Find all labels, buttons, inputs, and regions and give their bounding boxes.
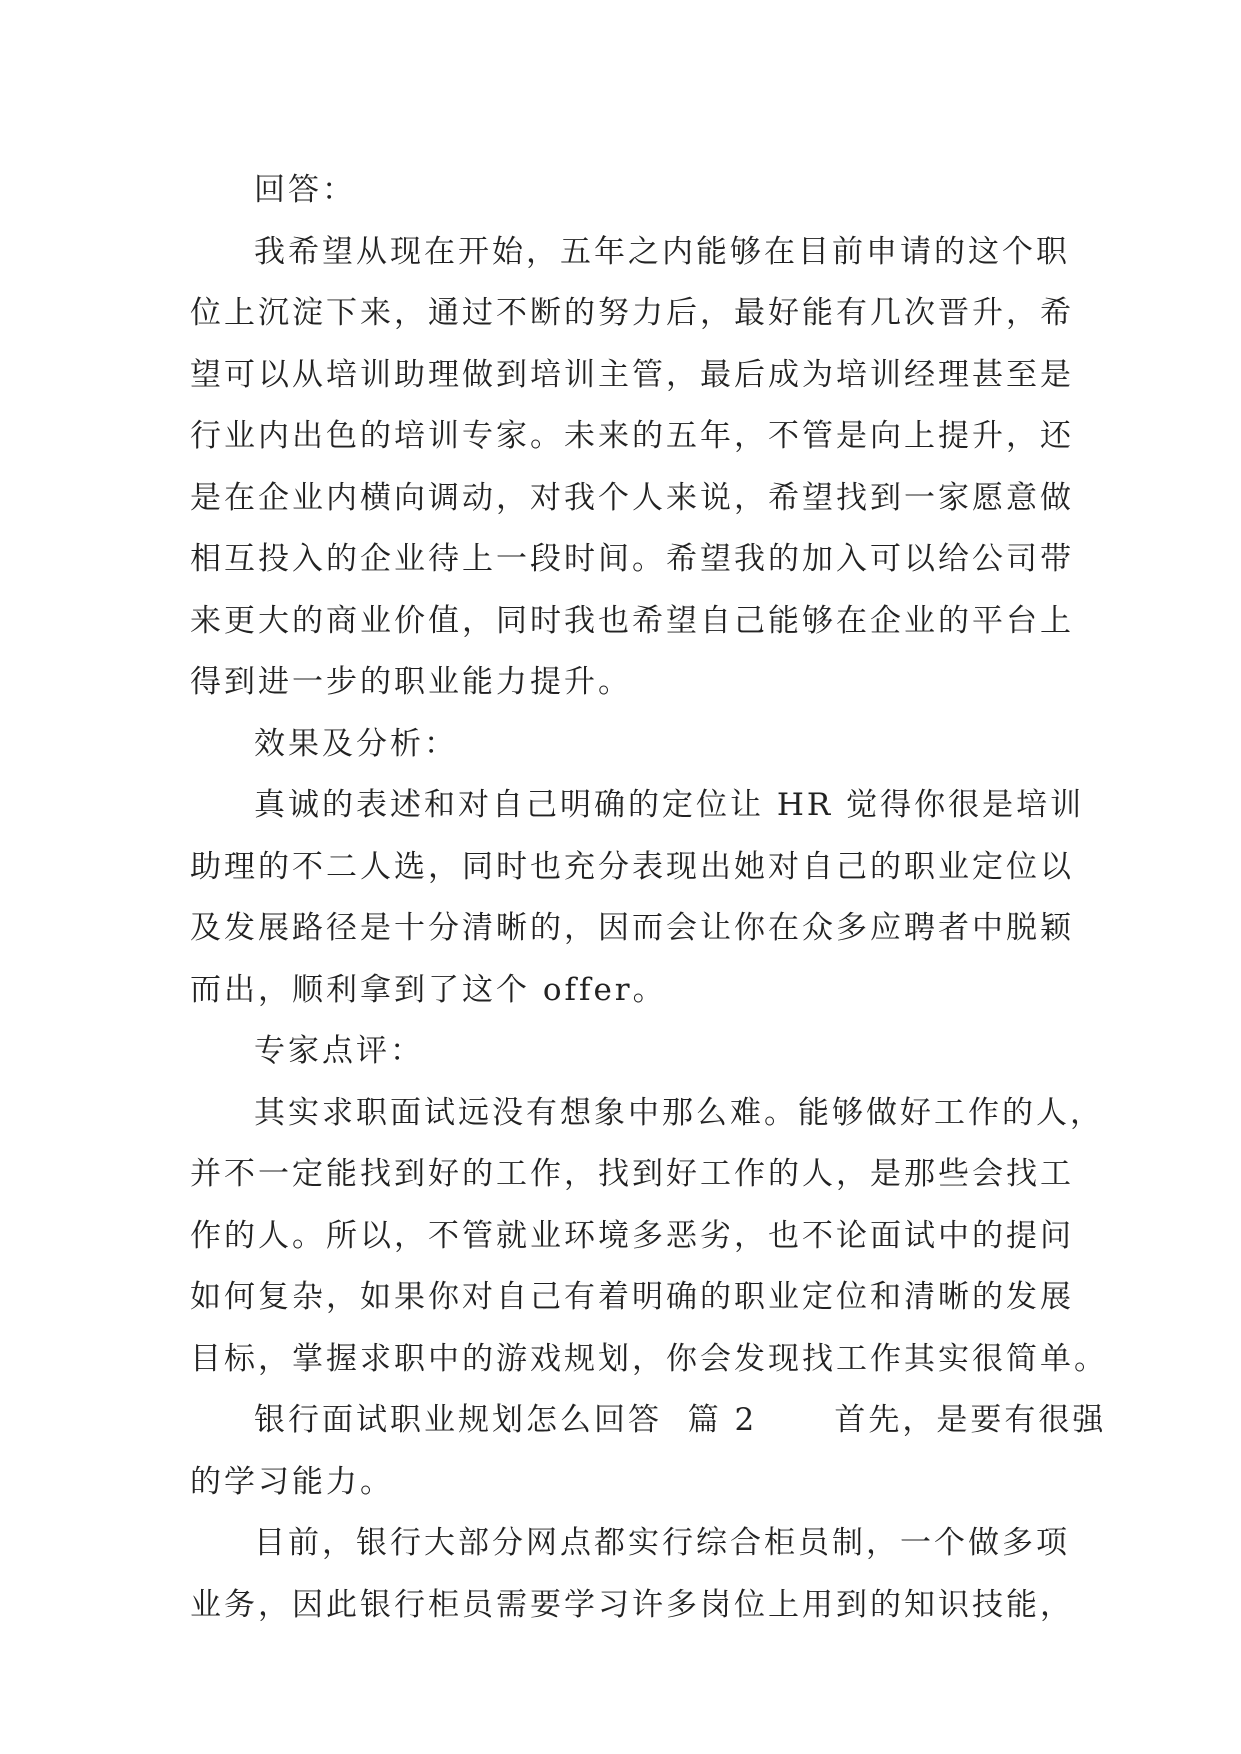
answer-heading: 回答： [254,172,356,208]
expert-review-line: 作的人。所以，不管就业环境多恶劣，也不论面试中的提问 [190,1217,1074,1254]
analysis-line: 而出，顺利拿到了这个 offer。 [190,971,667,1008]
answer-line: 位上沉淀下来，通过不断的努力后，最好能有几次晋升，希 [190,295,1074,331]
expert-review-line: 如何复杂，如果你对自己有着明确的职业定位和清晰的发展 [190,1279,1074,1315]
section-2-line: 银行面试职业规划怎么回答 篇 2 首先，是要有很强 [254,1402,1107,1438]
answer-line: 是在企业内横向调动，对我个人来说，希望找到一家愿意做 [190,479,1074,516]
answer-line: 望可以从培训助理做到培训主管，最后成为培训经理甚至是 [190,356,1074,393]
analysis-line: 助理的不二人选，同时也充分表现出她对自己的职业定位以 [190,848,1074,885]
analysis-line: 及发展路径是十分清晰的，因而会让你在众多应聘者中脱颖 [190,910,1074,946]
section-2-line: 的学习能力。 [190,1463,394,1500]
answer-line: 行业内出色的培训专家。未来的五年，不管是向上提升，还 [190,418,1074,454]
bank-teller-line: 业务，因此银行柜员需要学习许多岗位上用到的知识技能， [190,1586,1074,1623]
bank-teller-line: 目前，银行大部分网点都实行综合柜员制，一个做多项 [254,1525,1070,1561]
answer-line: 相互投入的企业待上一段时间。希望我的加入可以给公司带 [190,541,1074,577]
answer-line: 来更大的商业价值，同时我也希望自己能够在企业的平台上 [190,602,1074,639]
analysis-heading: 效果及分析： [254,725,458,762]
expert-review-line: 目标，掌握求职中的游戏规划，你会发现找工作其实很简单。 [190,1340,1108,1377]
expert-review-heading: 专家点评： [254,1033,424,1069]
answer-line: 得到进一步的职业能力提升。 [190,664,632,700]
expert-review-line: 并不一定能找到好的工作，找到好工作的人，是那些会找工 [190,1156,1074,1192]
answer-line: 我希望从现在开始，五年之内能够在目前申请的这个职 [254,233,1070,270]
document-body [190,160,1108,1636]
expert-review-line: 其实求职面试远没有想象中那么难。能够做好工作的人， [254,1094,1104,1131]
analysis-line: 真诚的表述和对自己明确的定位让 HR 觉得你很是培训 [254,787,1085,823]
